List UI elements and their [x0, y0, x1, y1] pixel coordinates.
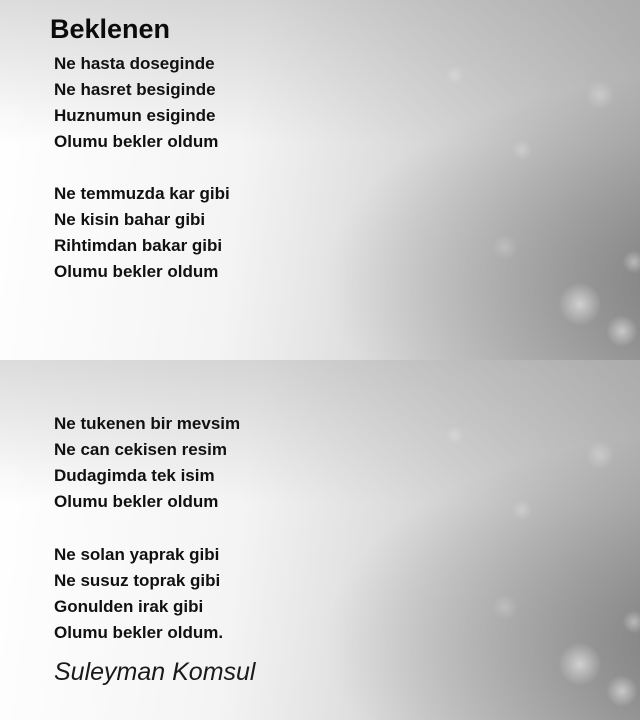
poem-line: Huznumun esiginde [54, 106, 216, 125]
poem-line: Olumu bekler oldum [54, 262, 219, 281]
poem-line: Dudagimda tek isim [54, 466, 215, 485]
poem-author: Suleyman Komsul [54, 658, 256, 686]
poem-line: Ne can cekisen resim [54, 440, 227, 459]
poem-line: Olumu bekler oldum. [54, 623, 224, 642]
poem-line: Ne hasta doseginde [54, 54, 215, 73]
poem-line: Olumu bekler oldum [54, 132, 219, 151]
poem-line: Ne susuz toprak gibi [54, 571, 221, 590]
stanza-3 [54, 411, 240, 515]
stanza-2 [54, 181, 230, 285]
poem-line: Ne temmuzda kar gibi [54, 184, 230, 203]
poem-line: Ne solan yaprak gibi [54, 545, 220, 564]
poem-line: Ne hasret besiginde [54, 80, 216, 99]
poem-section-2 [0, 360, 640, 720]
poem-line: Olumu bekler oldum [54, 492, 219, 511]
poem-line: Gonulden irak gibi [54, 597, 204, 616]
poem-line: Rihtimdan bakar gibi [54, 236, 223, 255]
stanza-4 [54, 542, 223, 646]
poem-line: Ne kisin bahar gibi [54, 210, 206, 229]
poem-line: Ne tukenen bir mevsim [54, 414, 241, 433]
poem-title: Beklenen [50, 14, 171, 44]
stanza-1 [54, 51, 218, 155]
